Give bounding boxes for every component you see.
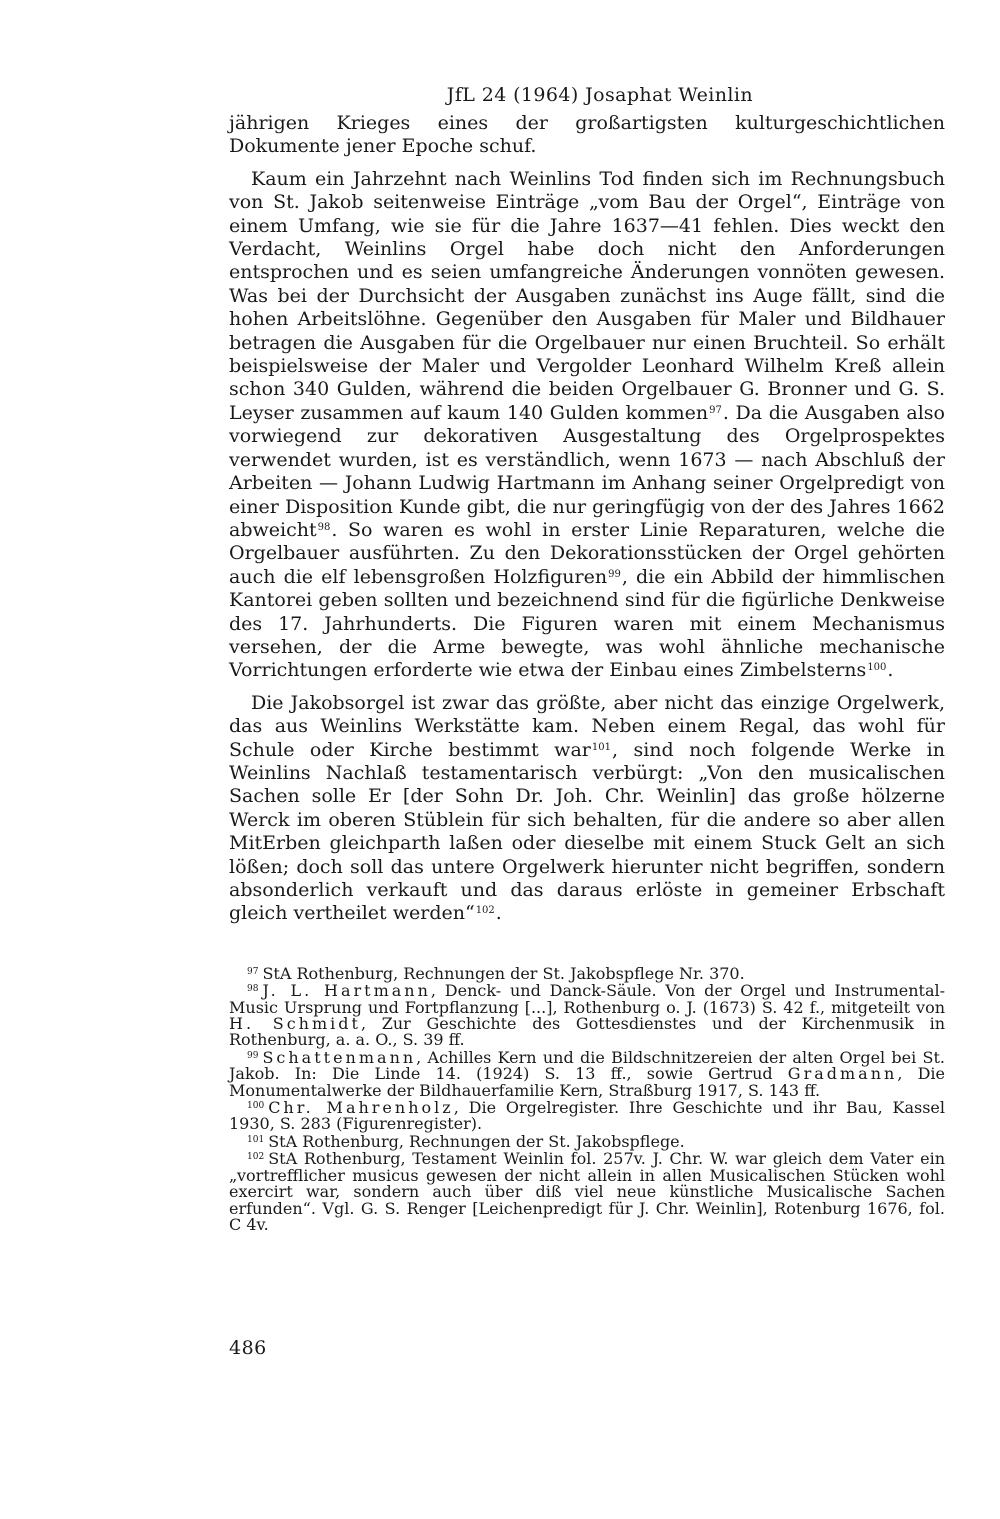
- footnote-text: , Die Orgelregister. Ihre Geschichte und ihr Bau, Kassel 1930, S. 283 (Figurenregister).: [229, 1098, 946, 1134]
- paragraph-text: Kaum ein Jahrzehnt nach Weinlins Tod finden sich im Rechnungsbuch von St. Jakob seitenweise Einträge „vom Bau der Orgel“, Einträge von einem Umfang, wie sie für die Jahre 1637—41 fehlen. Dies weckt den Verdacht, Weinlins Orgel habe doch nicht den Anforderungen entsprochen und es seien umfangreiche Änderungen vonnöten gewesen. Was bei der Durchsicht der Ausgaben zunächst ins Auge fällt, sind die hohen Arbeitslöhne. Gegenüber den Ausgaben für Maler und Bildhauer betragen die Ausgaben für die Orgelbauer nur einen Bruchteil. So erhält beispielsweise der Maler und Vergolder Leonhard Wilhelm Kreß allein schon 340 Gulden, während die beiden Orgelbauer G. Bronner und G. S. Leyser zusammen auf kaum 140 Gulden kommen: [229, 167, 945, 424]
- footnote-ref[interactable]: 102: [475, 905, 495, 917]
- footnote-number: 98: [247, 984, 259, 995]
- footnote-author: Gradmann: [787, 1064, 898, 1084]
- footnote-author: H. Schmidt: [229, 1014, 361, 1034]
- footnote-ref[interactable]: 100: [867, 662, 887, 674]
- footnote: [229, 983, 945, 1049]
- paragraph-text: , die ein Abbild der himmlischen Kantorei geben sollten und bezeichnend sind für die figürliche Denkweise des 17. Jahrhunderts. Die Figuren waren mit einem Mechanismus versehen, der die Arme bewegte, was wohl ähnliche mechanische Vorrichtungen erforderte wie etwa der Einbau eines Zimbelsterns: [229, 565, 945, 682]
- paragraph-text: . Da die Ausgaben also vorwiegend zur dekorativen Ausgestaltung des Orgelprospektes verwendet wurden, ist es verständlich, wenn 1673 — nach Abschluß der Arbeiten — Johann Ludwig Hartmann im Anhang seiner Orgelpredigt von einer Disposition Kunde gibt, die nur geringfügig von der des Jahres 1662 abweicht: [229, 401, 945, 541]
- footnote: [229, 1047, 945, 1100]
- footnote-number: 101: [247, 1134, 265, 1145]
- footnote: [229, 1151, 945, 1233]
- footnote-number: 97: [247, 966, 259, 977]
- paragraph-text: , sind noch folgende Werke in Weinlins Nachlaß testamentarisch verbürgt: „Von den musicalischen Sachen solle Er [der Sohn Dr. Joh. Chr. Weinlin] das große hölzerne Werck im oberen Stüblein für sich behalten, für die andere so aber allen MitErben gleichparth laßen oder dieselbe mit einem Stuck Gelt an sich lößen; doch soll das untere Orgelwerk hierunter nicht begriffen, sondern absonderlich verkauft und das daraus erlöste in gemeiner Erbschaft gleich vertheilet werden“: [229, 738, 945, 925]
- footnote-author: Schattenmann: [262, 1047, 417, 1067]
- paragraph-text: Die Jakobsorgel ist zwar das größte, aber nicht das einzige Orgelwerk, das aus Weinlins Werkstätte kam. Neben einem Regal, das wohl für Schule oder Kirche bestimmt war: [229, 691, 945, 761]
- footnote-number: 102: [247, 1152, 265, 1163]
- paragraph-text: . So waren es wohl in erster Linie Reparaturen, welche die Orgelbauer ausführten. Zu den Dekorationsstücken der Orgel gehörten auch die elf lebensgroßen Holzfiguren: [229, 518, 945, 588]
- footnote-text: , Die Monumentalwerke der Bildhauerfamilie Kern, Straßburg 1917, S. 143 ff.: [229, 1064, 945, 1100]
- footnotes: [229, 963, 946, 1234]
- paragraph-text: jährigen Krieges eines der großartigsten kulturgeschichtlichen Dokumente jener Epoche schuf.: [229, 112, 945, 158]
- footnote-author: Chr. Mahrenholz: [268, 1098, 454, 1118]
- paragraph-continued: [229, 112, 945, 159]
- footnote: [229, 1100, 945, 1133]
- footnote-number: 100: [247, 1101, 265, 1112]
- running-head: JfL 24 (1964) Josaphat Weinlin: [446, 84, 753, 106]
- footnote-number: 99: [247, 1050, 259, 1061]
- footnote: [229, 1131, 945, 1151]
- paragraph-text: .: [887, 659, 894, 682]
- footnote-ref[interactable]: 99: [608, 568, 621, 580]
- paragraph: [229, 692, 945, 926]
- page: [229, 78, 945, 1234]
- paragraph-text: .: [495, 902, 502, 925]
- footnote-text: StA Rothenburg, Testament Weinlin fol. 257v. J. Chr. W. war gleich dem Vater ein „vortrefflicher musicus gewesen der nicht allein in allen Musicalischen Stücken wohl exercirt war, sondern auch über diß viel neue künstliche Musicalische Sachen erfunden“. Vgl. G. S. Renger [Leichenpredigt für J. Chr. Weinlin], Rotenburg 1676, fol. C 4v.: [229, 1149, 945, 1234]
- page-number: 486: [229, 1337, 267, 1359]
- footnote-text: , Achilles Kern und die Bildschnitzereien der alten Orgel bei St. Jakob. In: Die Linde 14. (1924) S. 13 ff., sowie Gertrud: [229, 1047, 945, 1084]
- footnote-ref[interactable]: 98: [317, 521, 331, 533]
- footnote-text: , Denck- und Danck-Säule. Von der Orgel und Instrumental-Music Ursprung und Fortpflanzung [...], Rothenburg o. J. (1673) S. 42 f., mitgeteilt von: [229, 981, 946, 1017]
- footnote-ref[interactable]: 97: [709, 404, 722, 416]
- footnote-text: , Zur Geschichte des Gottesdienstes und der Kirchenmusik in Rothenburg, a. a. O., S. 39 ff.: [229, 1014, 945, 1050]
- footnote-ref[interactable]: 101: [591, 741, 611, 753]
- footnote: [229, 963, 945, 983]
- footnote-author: J. L. Hartmann: [262, 981, 431, 1001]
- footnote-text: StA Rothenburg, Rechnungen der St. Jakobspflege.: [268, 1131, 685, 1151]
- footnote-text: StA Rothenburg, Rechnungen der St. Jakobspflege Nr. 370.: [262, 963, 745, 983]
- body-text: [229, 112, 945, 926]
- paragraph: [229, 168, 945, 683]
